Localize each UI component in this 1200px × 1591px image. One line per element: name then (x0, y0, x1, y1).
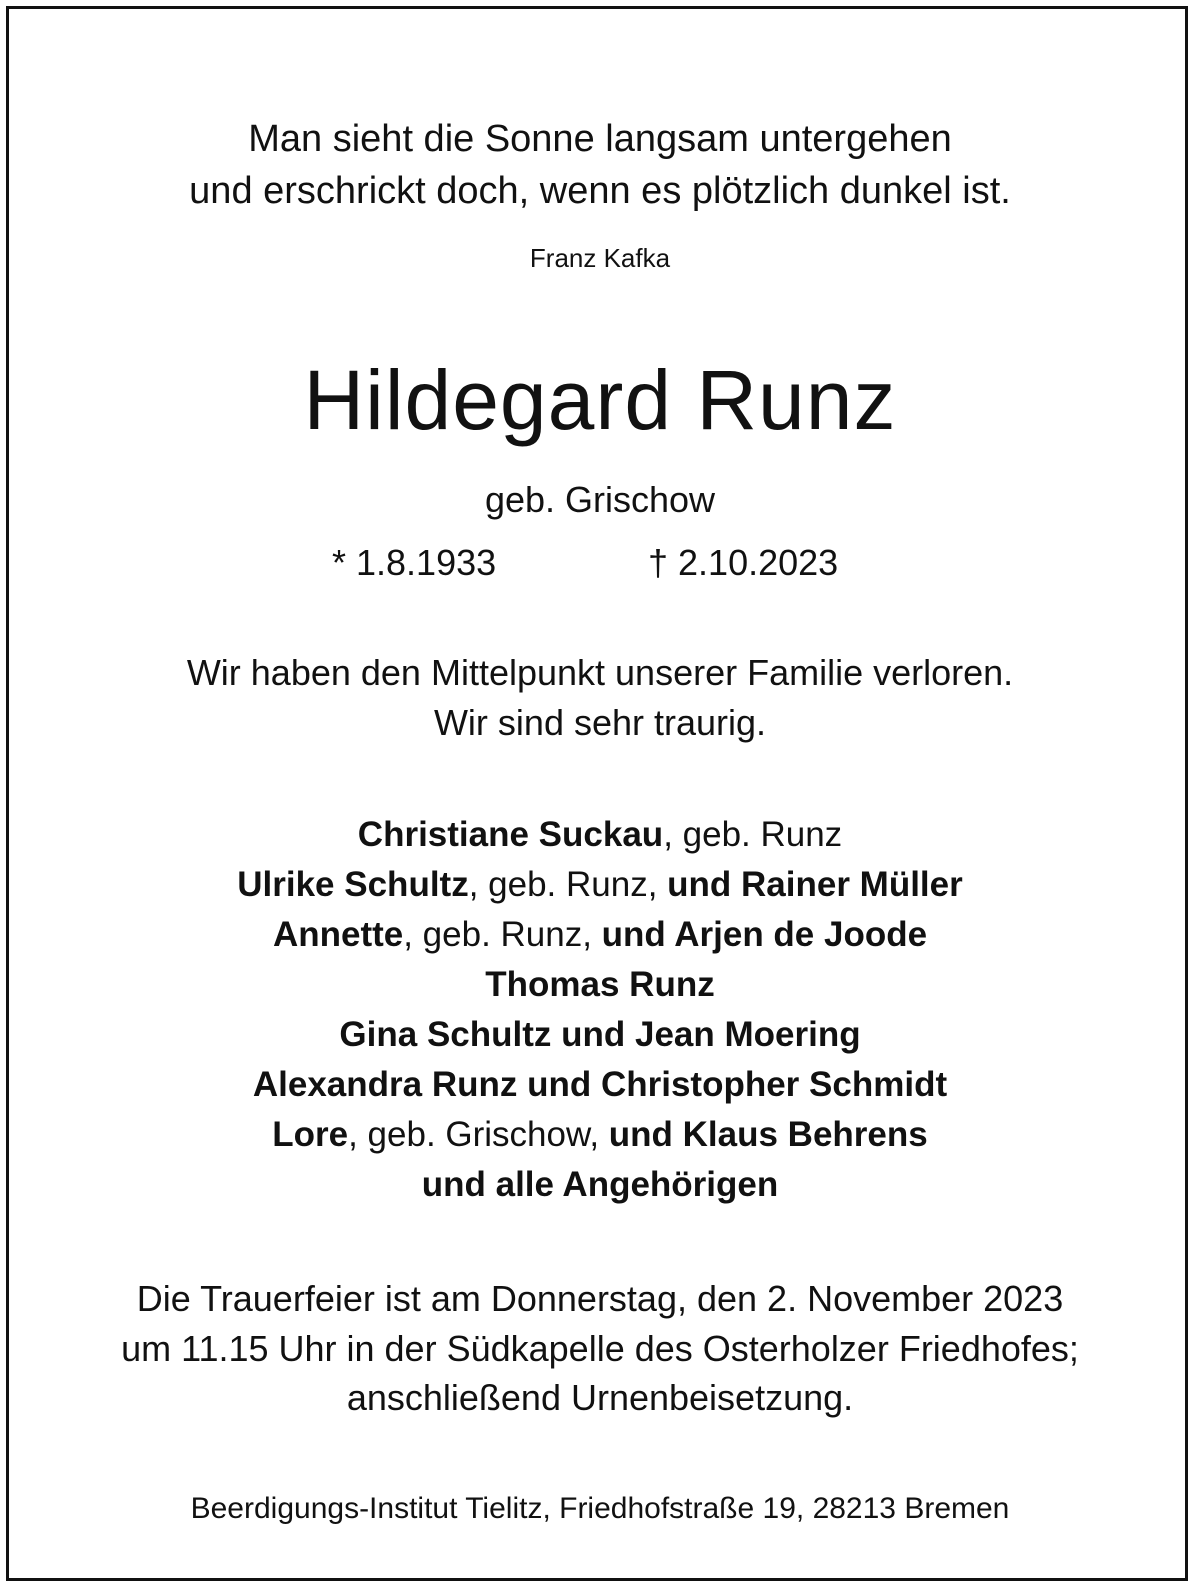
quote-author: Franz Kafka (529, 243, 671, 273)
mourner-name: Ulrike Schultz (237, 865, 469, 904)
message-line-2: Wir sind sehr traurig. (433, 702, 767, 743)
mourner-partner: und Rainer Müller (667, 865, 963, 904)
mourner-line (0, 967, 1200, 1002)
mourner-line (0, 1167, 1200, 1202)
mourner-name: Thomas Runz (485, 965, 715, 1004)
life-dates (0, 542, 1200, 585)
mourner-line (0, 1117, 1200, 1152)
mourner-name: Alexandra Runz und Christopher Schmidt (252, 1065, 948, 1104)
funeral-home: Beerdigungs-Institut Tielitz, Friedhofstraße 19, 28213 Bremen (190, 1492, 1010, 1525)
mourner-detail: , geb. Runz, (468, 865, 668, 904)
quote-line-2: und erschrickt doch, wenn es plötzlich dunkel ist. (189, 170, 1011, 212)
mourner-line (0, 1017, 1200, 1052)
mourner-partner: und Klaus Behrens (608, 1115, 928, 1154)
deceased-name: Hildegard Runz (303, 353, 897, 447)
death-date: † 2.10.2023 (648, 542, 839, 583)
birth-date: * 1.8.1933 (332, 542, 497, 583)
mourner-partner: und Arjen de Joode (601, 915, 928, 954)
mourner-name: Annette (272, 915, 404, 954)
mourner-line (0, 1067, 1200, 1102)
mourner-line (0, 867, 1200, 902)
mourner-line (0, 917, 1200, 952)
message-line-1: Wir haben den Mittelpunkt unserer Familie verloren. (186, 652, 1014, 693)
service-line-3: anschließend Urnenbeisetzung. (346, 1377, 854, 1418)
quote-line-1: Man sieht die Sonne langsam untergehen (248, 118, 952, 160)
mourner-detail: , geb. Grischow, (348, 1115, 609, 1154)
mourner-line (0, 817, 1200, 852)
mourner-detail: , geb. Runz (663, 815, 843, 854)
mourner-name: Gina Schultz und Jean Moering (339, 1015, 861, 1054)
mourner-name: Christiane Suckau (357, 815, 664, 854)
mourner-name: Lore (272, 1115, 349, 1154)
mourner-detail: , geb. Runz, (403, 915, 602, 954)
service-line-2: um 11.15 Uhr in der Südkapelle des Osterholzer Friedhofes; (121, 1328, 1079, 1369)
maiden-name: geb. Grischow (484, 479, 716, 520)
service-line-1: Die Trauerfeier ist am Donnerstag, den 2. November 2023 (136, 1278, 1064, 1319)
mourner-name: und alle Angehörigen (421, 1165, 779, 1204)
